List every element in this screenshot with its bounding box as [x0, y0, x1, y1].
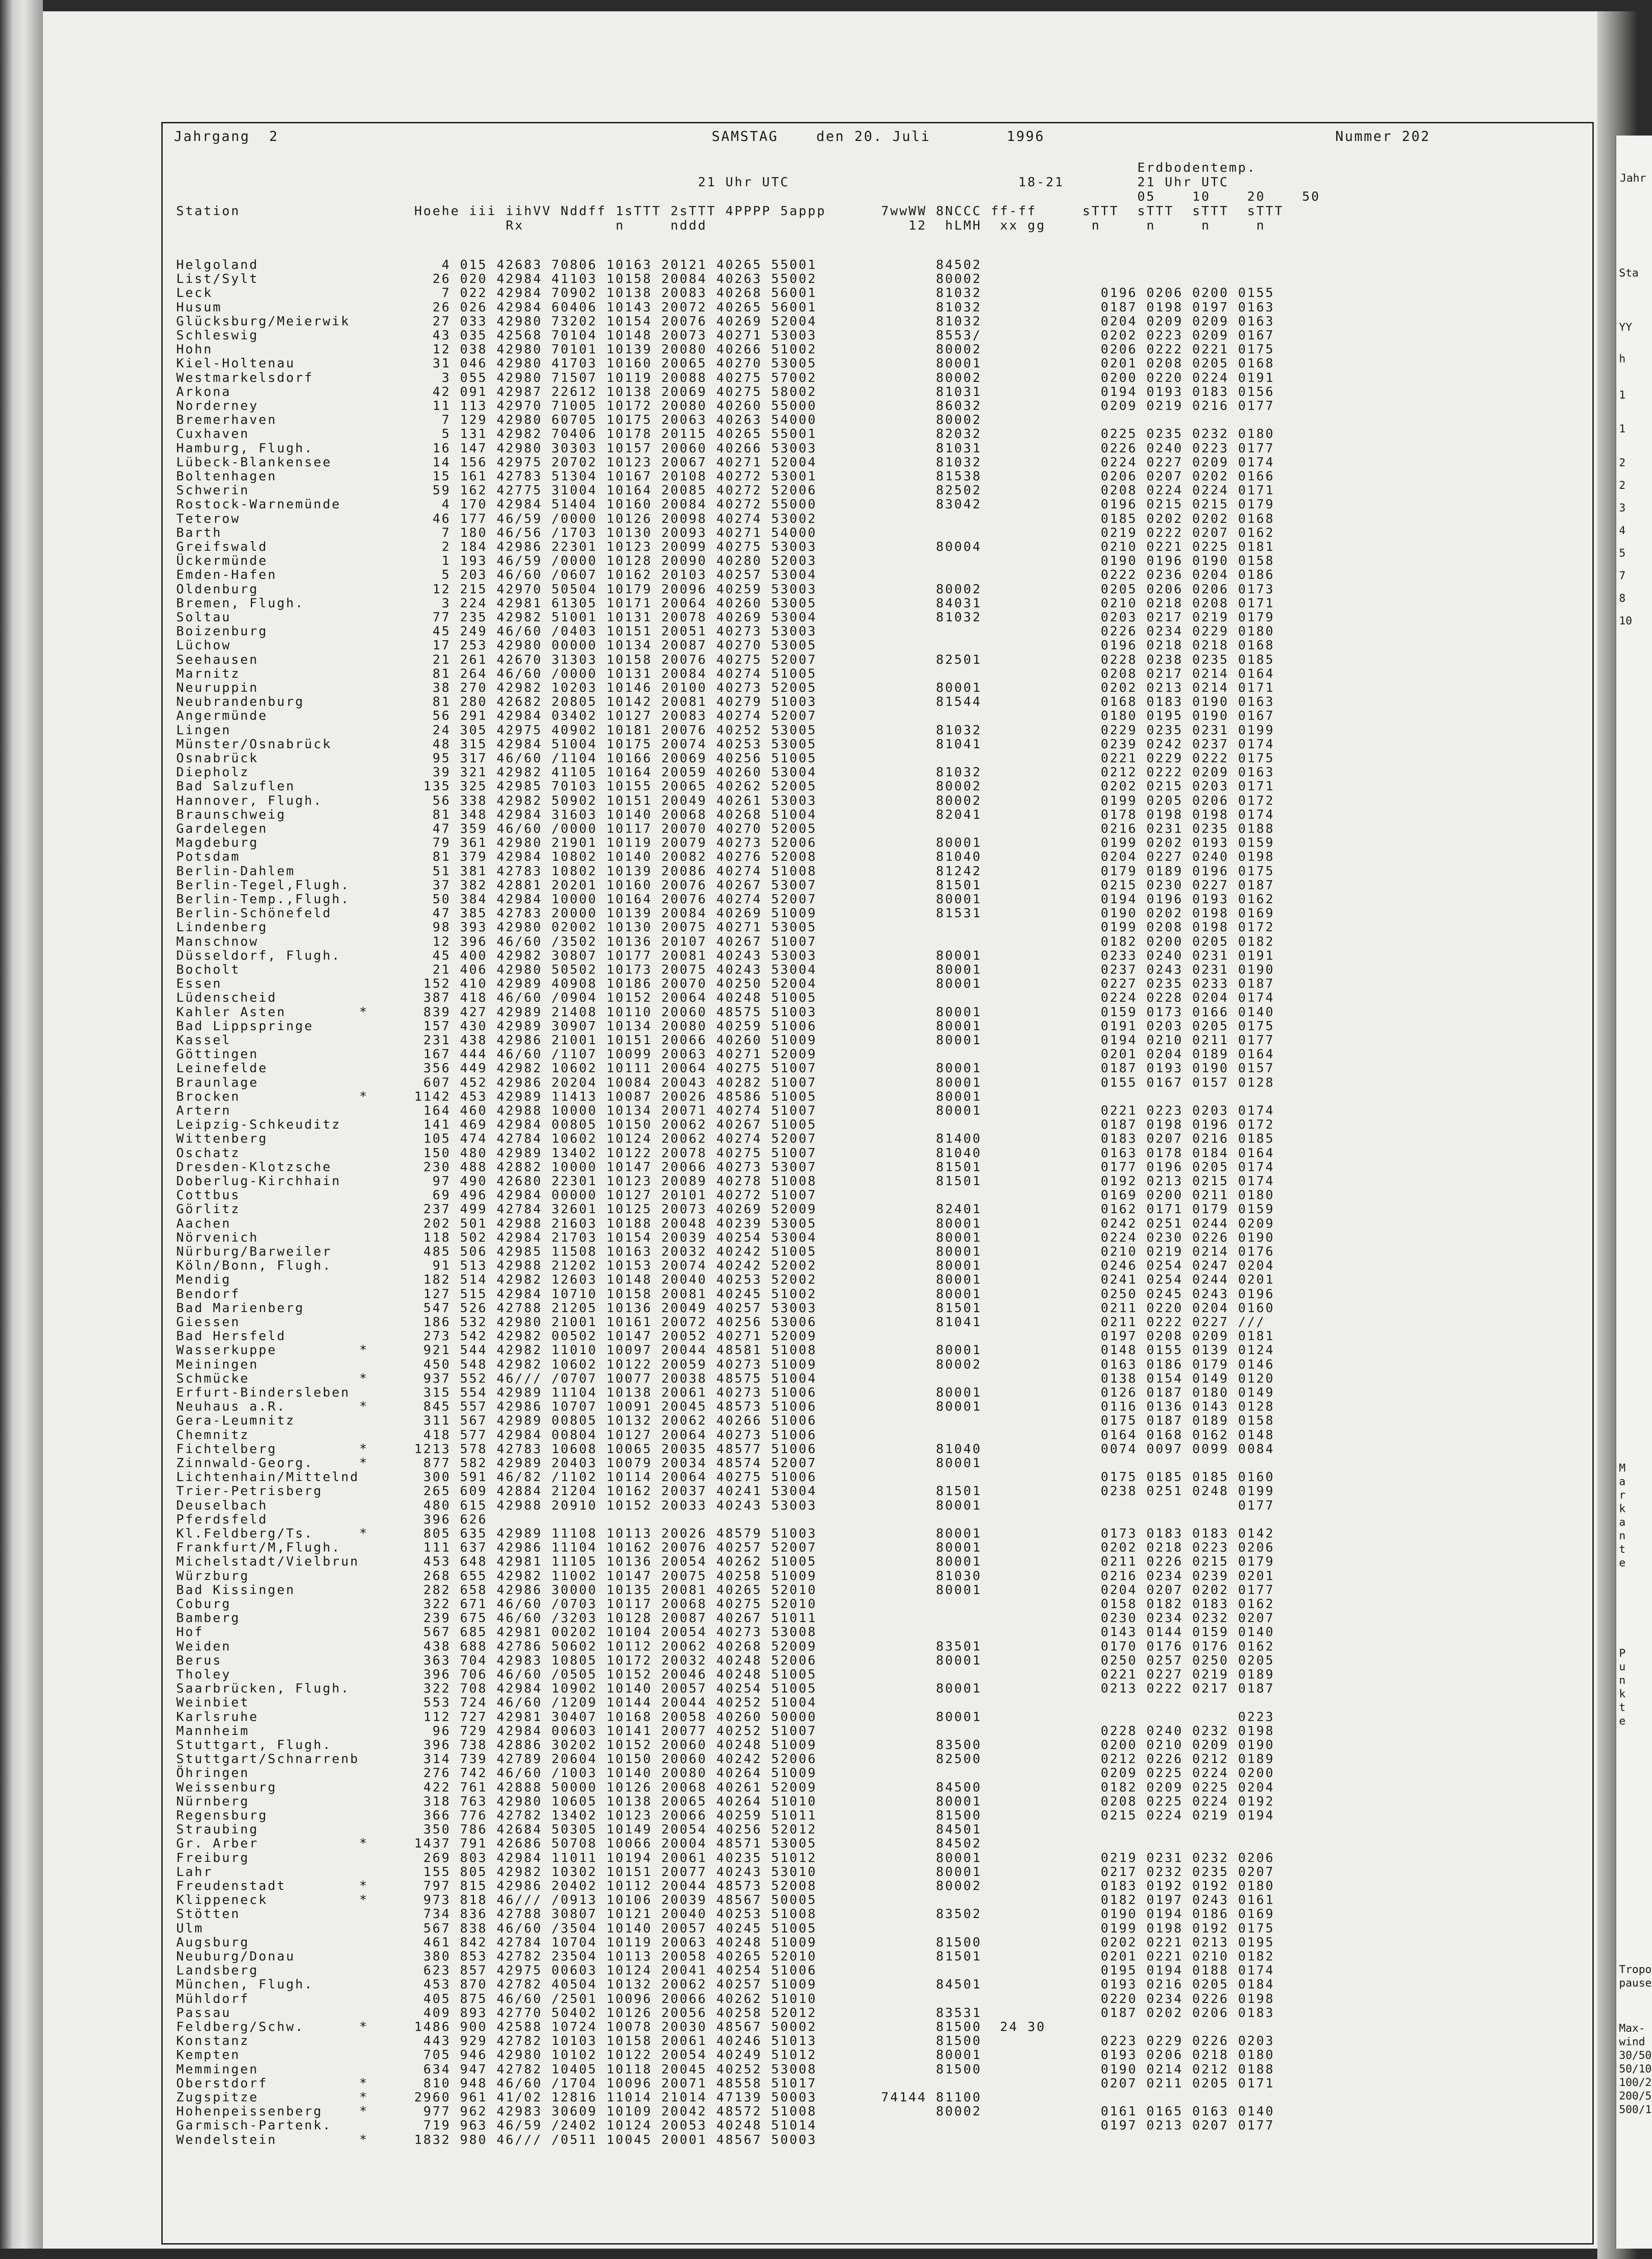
- table-row: Barth 7 180 46/56 /1703 10130 20093 40271 54000 0219 0222 0207 0162: [176, 525, 1275, 540]
- table-row: Braunschweig 81 348 42984 31603 10140 20068 40268 51004 82041 0178 0198 0198 0174: [176, 806, 1275, 822]
- table-row: Schmücke * 937 552 46/// /0707 10077 20038 48575 51004 0138 0154 0149 0120: [176, 1370, 1275, 1386]
- table-row: Wendelstein * 1832 980 46/// /0511 10045 20001 48567 50003: [176, 2132, 1101, 2147]
- table-row: Düsseldorf, Flugh. 45 400 42982 30807 10177 20081 40243 53003 80001 0233 0240 0231 0191: [176, 947, 1275, 963]
- table-row: Weinbiet 553 724 46/60 /1209 10144 20044 40252 51004: [176, 1695, 1101, 1710]
- table-row: Klippeneck * 973 818 46/// /0913 10106 20039 48567 50005 0182 0197 0243 0161: [176, 1892, 1275, 1907]
- table-row: Augsburg 461 842 42784 10704 10119 20063 40248 51009 81500 0202 0221 0213 0195: [176, 1934, 1275, 1950]
- facing-page-label: k: [1619, 1502, 1626, 1515]
- table-row: Manschnow 12 396 46/60 /3502 10136 20107 40267 51007 0182 0200 0205 0182: [176, 933, 1275, 949]
- table-row: Helgoland 4 015 42683 70806 10163 20121 40265 55001 84502: [176, 257, 1101, 272]
- volume-label: Jahrgang 2: [174, 129, 279, 145]
- table-row: Schwerin 59 162 42775 31004 10164 20085 40272 52006 82502 0208 0224 0224 0171: [176, 483, 1275, 498]
- column-header-5: Rx n nddd 12 hLMH xx gg n n n n: [176, 218, 1266, 233]
- table-row: Wasserkuppe * 921 544 42982 11010 10097 20044 48581 51008 80001 0148 0155 0139 0124: [176, 1342, 1275, 1358]
- table-row: Pferdsfeld 396 626: [176, 1511, 1101, 1527]
- table-row: Osnabrück 95 317 46/60 /1104 10166 20069 40256 51005 0221 0229 0222 0175: [176, 750, 1275, 765]
- table-row: Leck 7 022 42984 70902 10138 20083 40268 56001 81032 0196 0206 0200 0155: [176, 285, 1275, 300]
- table-row: Gr. Arber * 1437 791 42686 50708 10066 20004 48571 53005 84502: [176, 1836, 1101, 1851]
- table-row: Deuselbach 480 615 42988 20910 10152 20033 40243 53003 80001 0177: [176, 1497, 1275, 1513]
- facing-page-label: 3: [1619, 501, 1626, 514]
- table-row: Brocken * 1142 453 42989 11413 10087 20026 48586 51005 80001: [176, 1088, 1101, 1104]
- table-row: Straubing 350 786 42684 50305 10149 20054 40256 52012 84501: [176, 1822, 1101, 1837]
- table-row: Kassel 231 438 42986 21001 10151 20066 40260 51009 80001 0194 0210 0211 0177: [176, 1032, 1275, 1047]
- table-row: Nörvenich 118 502 42984 21703 10154 20039 40254 53004 80001 0224 0230 0226 0190: [176, 1229, 1275, 1245]
- table-row: Ückermünde 1 193 46/59 /0000 10128 20090 40280 52003 0190 0196 0190 0158: [176, 553, 1275, 568]
- table-row: Passau 409 893 42770 50402 10126 20056 40258 52012 83531 0187 0202 0206 0183: [176, 2005, 1275, 2020]
- table-row: Neuburg/Donau 380 853 42782 23504 10113 20058 40265 52010 81501 0201 0221 0210 0182: [176, 1949, 1275, 1964]
- table-row: Bad Marienberg 547 526 42788 21205 10136 20049 40257 53003 81501 0211 0220 0204 0160: [176, 1300, 1275, 1315]
- table-row: Neuruppin 38 270 42982 10203 10146 20100 40273 52005 80001 0202 0213 0214 0171: [176, 680, 1275, 695]
- table-row: Zinnwald-Georg. * 877 582 42989 20403 10079 20034 48574 52007 80001: [176, 1455, 1101, 1470]
- facing-page-label: t: [1619, 1701, 1626, 1714]
- facing-page-label: 4: [1619, 524, 1626, 537]
- facing-page-label: r: [1619, 1489, 1626, 1501]
- table-row: Michelstadt/Vielbrun 453 648 42981 11105 10136 20054 40262 51005 80001 0211 0226 0215 0179: [176, 1554, 1275, 1569]
- table-row: Coburg 322 671 46/60 /0703 10117 20068 40275 52010 0158 0182 0183 0162: [176, 1596, 1275, 1611]
- table-row: Chemnitz 418 577 42984 00804 10127 20064 40273 51006 0164 0168 0162 0148: [176, 1427, 1275, 1442]
- facing-page-label: Sta: [1619, 267, 1639, 279]
- table-row: Seehausen 21 261 42670 31303 10158 20076 40275 52007 82501 0228 0238 0235 0185: [176, 651, 1275, 667]
- table-row: Bendorf 127 515 42984 10710 10158 20081 40245 51002 80001 0250 0245 0243 0196: [176, 1286, 1275, 1301]
- table-row: Kiel-Holtenau 31 046 42980 41703 10160 20065 40270 53005 80001 0201 0208 0205 0168: [176, 356, 1275, 371]
- table-row: Zugspitze * 2960 961 41/02 12816 11014 21014 47139 50003 74144 81100: [176, 2090, 1101, 2104]
- facing-page-label: n: [1619, 1674, 1626, 1687]
- facing-page-label: 8: [1619, 592, 1626, 605]
- table-row: Lichtenhain/Mittelnd 300 591 46/82 /1102 10114 20064 40275 51006 0175 0185 0185 0160: [176, 1469, 1275, 1485]
- table-row: Boizenburg 45 249 46/60 /0403 10151 20051 40273 53003 0226 0234 0229 0180: [176, 623, 1275, 639]
- table-row: Braunlage 607 452 42986 20204 10084 20043 40282 51007 80001 0155 0167 0157 0128: [176, 1074, 1275, 1090]
- facing-page-label: 2: [1619, 456, 1626, 469]
- table-row: Hohn 12 038 42980 70101 10139 20080 40266 51002 80002 0206 0222 0221 0175: [176, 342, 1275, 357]
- table-row: Bamberg 239 675 46/60 /3203 10128 20087 40267 51011 0230 0234 0232 0207: [176, 1610, 1275, 1626]
- table-row: Kempten 705 946 42980 10102 10122 20054 40249 51012 80001 0193 0206 0218 0180: [176, 2047, 1275, 2062]
- table-row: Würzburg 268 655 42982 11002 10147 20075 40258 51009 81030 0216 0234 0239 0201: [176, 1568, 1275, 1583]
- table-row: Mühldorf 405 875 46/60 /2501 10096 20066 40262 51010 0220 0234 0226 0198: [176, 1991, 1275, 2006]
- facing-page-label: Max-: [1619, 2022, 1645, 2034]
- facing-page-label: u: [1619, 1660, 1626, 1673]
- table-row: Bremen, Flugh. 3 224 42981 61305 10171 20064 40260 53005 84031 0210 0218 0208 0171: [176, 595, 1275, 610]
- table-row: Feldberg/Schw. * 1486 900 42588 10724 10078 20030 48567 50002 81500 24 30: [176, 2019, 1101, 2034]
- table-row: Münster/Osnabrück 48 315 42984 51004 10175 20074 40253 53005 81041 0239 0242 0237 0174: [176, 736, 1275, 751]
- table-row: Görlitz 237 499 42784 32601 10125 20073 40269 52009 82401 0162 0171 0179 0159: [176, 1201, 1275, 1217]
- table-row: Tholey 396 706 46/60 /0505 10152 20046 40248 51005 0221 0227 0219 0189: [176, 1667, 1275, 1682]
- table-row: Konstanz 443 929 42782 10103 10158 20061 40246 51013 81500 0223 0229 0226 0203: [176, 2033, 1275, 2048]
- table-row: Oberstdorf * 810 948 46/60 /1704 10096 20071 48558 51017 0207 0211 0205 0171: [176, 2075, 1275, 2090]
- facing-page-label: wind: [1619, 2035, 1645, 2048]
- facing-page-label: 2: [1619, 479, 1626, 492]
- table-row: Wittenberg 105 474 42784 10602 10124 20062 40274 52007 81400 0183 0207 0216 0185: [176, 1131, 1275, 1146]
- table-row: Hohenpeissenberg * 977 962 42983 30609 10109 20042 48572 51008 80002 0161 0165 0163 0140: [176, 2104, 1275, 2119]
- table-row: Glücksburg/Meierwik 27 033 42980 73202 10154 20076 40269 52004 81032 0204 0209 0209 0163: [176, 313, 1275, 328]
- table-row: München, Flugh. 453 870 42782 40504 10132 20062 40257 51009 84501 0193 0216 0205 0184: [176, 1977, 1275, 1992]
- document-page: [43, 11, 1597, 2249]
- table-row: Lüdenscheid 387 418 46/60 /0904 10152 20064 40248 51005 0224 0228 0204 0174: [176, 990, 1275, 1005]
- table-row: Karlsruhe 112 727 42981 30407 10168 20058 40260 50000 80001 0223: [176, 1709, 1275, 1724]
- facing-page-title: Jahr: [1620, 172, 1646, 184]
- table-row: Stuttgart, Flugh. 396 738 42886 30202 10152 20060 40248 51009 83500 0200 0210 0209 0190: [176, 1737, 1275, 1752]
- table-row: Mendig 182 514 42982 12603 10148 20040 40253 52002 80001 0241 0254 0244 0201: [176, 1272, 1275, 1287]
- table-row: Lüchow 17 253 42980 00000 10134 20087 40270 53005 0196 0218 0218 0168: [176, 637, 1275, 653]
- table-row: Essen 152 410 42989 40908 10186 20070 40250 52004 80001 0227 0235 0233 0187: [176, 976, 1275, 991]
- table-row: Nürburg/Barweiler 485 506 42985 11508 10163 20032 40242 51005 80001 0210 0219 0214 0176: [176, 1244, 1275, 1259]
- date-line: SAMSTAG den 20. Juli 1996: [712, 129, 1045, 145]
- facing-page-label: k: [1619, 1687, 1626, 1700]
- table-row: Teterow 46 177 46/59 /0000 10126 20098 40274 53002 0185 0202 0202 0168: [176, 511, 1275, 526]
- facing-page-label: 200/5: [1619, 2090, 1652, 2102]
- table-row: Mannheim 96 729 42984 00603 10141 20077 40252 51007 0228 0240 0232 0198: [176, 1723, 1275, 1738]
- table-row: Landsberg 623 857 42975 00603 10124 20041 40254 51006 0195 0194 0188 0174: [176, 1963, 1275, 1978]
- facing-page-label: a: [1619, 1516, 1626, 1528]
- table-row: Magdeburg 79 361 42980 21901 10119 20079 40273 52006 80001 0199 0202 0193 0159: [176, 835, 1275, 850]
- table-row: Soltau 77 235 42982 51001 10131 20078 40269 53004 81032 0203 0217 0219 0179: [176, 609, 1275, 624]
- table-row: Bremerhaven 7 129 42980 60705 10175 20063 40263 54000 80002: [176, 412, 1101, 427]
- table-row: Arkona 42 091 42987 22612 10138 20069 40275 58002 81031 0194 0193 0183 0156: [176, 384, 1275, 399]
- table-row: Erfurt-Bindersleben 315 554 42989 11104 10138 20061 40273 51006 80001 0126 0187 0180 0149: [176, 1385, 1275, 1400]
- table-row: Boltenhagen 15 161 42783 51304 10167 20108 40272 53001 81538 0206 0207 0202 0166: [176, 469, 1275, 483]
- issue-number: Nummer 202: [1335, 129, 1431, 145]
- table-row: Berlin-Dahlem 51 381 42783 10802 10139 20086 40274 51008 81242 0179 0189 0196 0175: [176, 863, 1275, 878]
- table-row: Berlin-Tegel,Flugh. 37 382 42881 20201 10160 20076 40267 53007 81501 0215 0230 0227 0187: [176, 877, 1275, 892]
- table-row: Schleswig 43 035 42568 70104 10148 20073 40271 53003 8553/ 0202 0223 0209 0167: [176, 328, 1275, 342]
- table-row: Ulm 567 838 46/60 /3504 10140 20057 40245 51005 0199 0198 0192 0175: [176, 1920, 1275, 1936]
- facing-page-label: 100/2: [1619, 2076, 1652, 2089]
- table-row: Artern 164 460 42988 10000 10134 20071 40274 51007 80001 0221 0223 0203 0174: [176, 1103, 1275, 1118]
- table-row: Diepholz 39 321 42982 41105 10164 20059 40260 53004 81032 0212 0222 0209 0163: [176, 764, 1275, 780]
- table-row: Leipzig-Schkeuditz 141 469 42984 00805 10150 20062 40267 51005 0187 0198 0196 0172: [176, 1117, 1275, 1132]
- table-row: Lingen 24 305 42975 40902 10181 20076 40252 53005 81032 0229 0235 0231 0199: [176, 722, 1275, 737]
- table-row: Bad Salzuflen 135 325 42985 70103 10155 20065 40262 52005 80002 0202 0215 0203 0171: [176, 778, 1275, 794]
- facing-page-label: Tropo: [1619, 1963, 1652, 1976]
- table-row: Berus 363 704 42983 10805 10172 20032 40248 52006 80001 0250 0257 0250 0205: [176, 1652, 1275, 1668]
- table-row: Aachen 202 501 42988 21603 10188 20048 40239 53005 80001 0242 0251 0244 0209: [176, 1215, 1275, 1231]
- facing-page-label: e: [1619, 1556, 1626, 1569]
- table-row: Husum 26 026 42984 60406 10143 20072 40265 56001 81032 0187 0198 0197 0163: [176, 299, 1275, 314]
- facing-page-label: 5: [1619, 547, 1626, 559]
- table-row: Regensburg 366 776 42782 13402 10123 20066 40259 51011 81500 0215 0224 0219 0194: [176, 1808, 1275, 1823]
- table-row: Hannover, Flugh. 56 338 42982 50902 10151 20049 40261 53003 80002 0199 0205 0206 0172: [176, 792, 1275, 808]
- table-row: Hamburg, Flugh. 16 147 42980 30303 10157 20060 40266 53003 81031 0226 0240 0223 0177: [176, 440, 1275, 455]
- facing-page-label: 500/1: [1619, 2103, 1652, 2116]
- table-row: Meiningen 450 548 42982 10602 10122 20059 40273 51009 80002 0163 0186 0179 0146: [176, 1356, 1275, 1372]
- table-row: Cuxhaven 5 131 42982 70406 10178 20115 40265 55001 82032 0225 0235 0232 0180: [176, 426, 1275, 441]
- table-row: Emden-Hafen 5 203 46/60 /0607 10162 20103 40257 53004 0222 0236 0204 0186: [176, 567, 1275, 582]
- table-row: Angermünde 56 291 42984 03402 10127 20083 40274 52007 0180 0195 0190 0167: [176, 708, 1275, 723]
- book-left-edge: [0, 0, 43, 2249]
- table-row: Leinefelde 356 449 42982 10602 10111 20064 40275 51007 80001 0187 0193 0190 0157: [176, 1060, 1275, 1076]
- table-row: Bad Kissingen 282 658 42986 30000 10135 20081 40265 52010 80001 0204 0207 0202 0177: [176, 1582, 1275, 1597]
- facing-page-label: t: [1619, 1543, 1626, 1556]
- table-row: Cottbus 69 496 42984 00000 10127 20101 40272 51007 0169 0200 0211 0180: [176, 1187, 1275, 1203]
- table-row: Öhringen 276 742 46/60 /1003 10140 20080 40264 51009 0209 0225 0224 0200: [176, 1765, 1275, 1781]
- facing-page-label: 10: [1619, 614, 1632, 627]
- facing-page: [1615, 136, 1652, 2249]
- table-row: Bocholt 21 406 42980 50502 10173 20075 40243 53004 80001 0237 0243 0231 0190: [176, 962, 1275, 977]
- table-row: Weissenburg 422 761 42888 50000 10126 20068 40261 52009 84500 0182 0209 0225 0204: [176, 1779, 1275, 1795]
- table-row: Lindenberg 98 393 42980 02002 10130 20075 40271 53005 0199 0208 0198 0172: [176, 919, 1275, 935]
- table-row: Berlin-Schönefeld 47 385 42783 20000 10139 20084 40269 51009 81531 0190 0202 0198 0169: [176, 905, 1275, 921]
- table-row: Freiburg 269 803 42984 11011 10194 20061 40235 51012 80001 0219 0231 0232 0206: [176, 1850, 1275, 1865]
- facing-page-label: 1: [1619, 389, 1626, 401]
- table-row: Stuttgart/Schnarrenb 314 739 42789 20604 10150 20060 40242 52006 82500 0212 0226 0212 0189: [176, 1751, 1275, 1767]
- table-row: Gardelegen 47 359 46/60 /0000 10117 20070 40270 52005 0216 0231 0235 0188: [176, 821, 1275, 836]
- table-row: Berlin-Temp.,Flugh. 50 384 42984 10000 10164 20076 40274 52007 80001 0194 0196 0193 0162: [176, 891, 1275, 906]
- facing-page-label: a: [1619, 1475, 1626, 1488]
- column-header-3: 05 10 20 50: [176, 189, 1321, 204]
- table-row: Memmingen 634 947 42782 10405 10118 20045 40252 53008 81500 0190 0214 0212 0188: [176, 2061, 1275, 2076]
- facing-page-label: e: [1619, 1715, 1626, 1727]
- table-row: Westmarkelsdorf 3 055 42980 71507 10119 20088 40275 57002 80002 0200 0220 0224 0191: [176, 370, 1275, 385]
- table-row: Gera-Leumnitz 311 567 42989 00805 10132 20062 40266 51006 0175 0187 0189 0158: [176, 1413, 1275, 1428]
- table-row: Lübeck-Blankensee 14 156 42975 20702 10123 20067 40271 52004 81032 0224 0227 0209 0174: [176, 454, 1275, 469]
- table-row: Giessen 186 532 42980 21001 10161 20072 40256 53006 81041 0211 0222 0227 ///: [176, 1314, 1266, 1329]
- table-row: Neuhaus a.R. * 845 557 42986 10707 10091 20045 48573 51006 80001 0116 0136 0143 0128: [176, 1399, 1275, 1414]
- table-row: Trier-Petrisberg 265 609 42884 21204 10162 20037 40241 53004 81501 0238 0251 0248 0199: [176, 1483, 1275, 1499]
- table-row: Freudenstadt * 797 815 42986 20402 10112 20044 48573 52008 80002 0183 0192 0192 0180: [176, 1878, 1275, 1893]
- table-row: Marnitz 81 264 46/60 /0000 10131 20084 40274 51005 0208 0217 0214 0164: [176, 666, 1275, 681]
- table-row: Saarbrücken, Flugh. 322 708 42984 10902 10140 20057 40254 51005 80001 0213 0222 0217 0187: [176, 1681, 1275, 1696]
- facing-page-label: n: [1619, 1529, 1626, 1542]
- facing-page-label: 30/50: [1619, 2049, 1652, 2062]
- table-row: Köln/Bonn, Flugh. 91 513 42988 21202 10153 20074 40242 52002 80001 0246 0254 0247 0204: [176, 1258, 1275, 1273]
- column-header-2: 21 Uhr UTC 18-21 21 Uhr UTC: [176, 174, 1229, 189]
- table-row: Garmisch-Partenk. 719 963 46/59 /2402 10124 20053 40248 51014 0197 0213 0207 0177: [176, 2118, 1275, 2133]
- facing-page-label: pause: [1619, 1977, 1652, 1989]
- table-row: Frankfurt/M,Flugh. 111 637 42986 11104 10162 20076 40257 52007 80001 0202 0218 0223 0206: [176, 1540, 1275, 1555]
- table-row: Hof 567 685 42981 00202 10104 20054 40273 53008 0143 0144 0159 0140: [176, 1624, 1275, 1640]
- table-row: Göttingen 167 444 46/60 /1107 10099 20063 40271 52009 0201 0204 0189 0164: [176, 1046, 1275, 1062]
- table-row: Norderney 11 113 42970 71005 10172 20080 40260 55000 86032 0209 0219 0216 0177: [176, 398, 1275, 413]
- table-row: Rostock-Warnemünde 4 170 42984 51404 10160 20084 40272 55000 83042 0196 0215 0215 0179: [176, 497, 1275, 512]
- table-row: Nürnberg 318 763 42980 10605 10138 20065 40264 51010 80001 0208 0225 0224 0192: [176, 1793, 1275, 1809]
- facing-page-label: M: [1619, 1462, 1626, 1474]
- table-row: Bad Lippspringe 157 430 42989 30907 10134 20080 40259 51006 80001 0191 0203 0205 0175: [176, 1018, 1275, 1033]
- facing-page-label: 1: [1619, 422, 1626, 435]
- facing-page-label: 50/10: [1619, 2062, 1652, 2075]
- table-row: Bad Hersfeld 273 542 42982 00502 10147 20052 40271 52009 0197 0208 0209 0181: [176, 1328, 1275, 1344]
- table-row: Oschatz 150 480 42989 13402 10122 20078 40275 51007 81040 0163 0178 0184 0164: [176, 1145, 1275, 1160]
- facing-page-label: h: [1619, 352, 1626, 365]
- facing-page-label: 7: [1619, 569, 1626, 582]
- facing-page-label: YY: [1619, 321, 1632, 333]
- table-row: Oldenburg 12 215 42970 50504 10179 20096 40259 53003 80002 0205 0206 0206 0173: [176, 581, 1275, 596]
- table-row: Greifswald 2 184 42986 22301 10123 20099 40275 53003 80004 0210 0221 0225 0181: [176, 539, 1275, 554]
- table-row: Stötten 734 836 42788 30807 10121 20040 40253 51008 83502 0190 0194 0186 0169: [176, 1906, 1275, 1922]
- table-row: Potsdam 81 379 42984 10802 10140 20082 40276 52008 81040 0204 0227 0240 0198: [176, 849, 1275, 864]
- table-row: Fichtelberg * 1213 578 42783 10608 10065 20035 48577 51006 81040 0074 0097 0099 0084: [176, 1441, 1275, 1456]
- column-header-1: Erdbodentemp.: [176, 160, 1257, 175]
- facing-page-label: P: [1619, 1647, 1626, 1659]
- table-row: Neubrandenburg 81 280 42682 20805 10142 20081 40279 51003 81544 0168 0183 0190 0163: [176, 694, 1275, 709]
- table-row: Lahr 155 805 42982 10302 10151 20077 40243 53010 80001 0217 0232 0235 0207: [176, 1864, 1275, 1879]
- table-row: List/Sylt 26 020 42984 41103 10158 20084 40263 55002 80002: [176, 271, 1101, 286]
- table-row: Kl.Feldberg/Ts. * 805 635 42989 11108 10113 20026 48579 51003 80001 0173 0183 0183 0142: [176, 1526, 1275, 1541]
- column-header-4: Station Hoehe iii iihVV Nddff 1sTTT 2sTTT 4PPPP 5appp 7wwWW 8NCCC ff-ff sTTT sTTT sTTT sTTT: [176, 203, 1284, 218]
- table-row: Weiden 438 688 42786 50602 10112 20062 40268 52009 83501 0170 0176 0176 0162: [176, 1638, 1275, 1654]
- table-row: Doberlug-Kirchhain 97 490 42680 22301 10123 20089 40278 51008 81501 0192 0213 0215 0174: [176, 1173, 1275, 1188]
- table-row: Dresden-Klotzsche 230 488 42882 10000 10147 20066 40273 53007 81501 0177 0196 0205 0174: [176, 1159, 1275, 1174]
- table-row: Kahler Asten * 839 427 42989 21408 10110 20060 48575 51003 80001 0159 0173 0166 0140: [176, 1004, 1275, 1019]
